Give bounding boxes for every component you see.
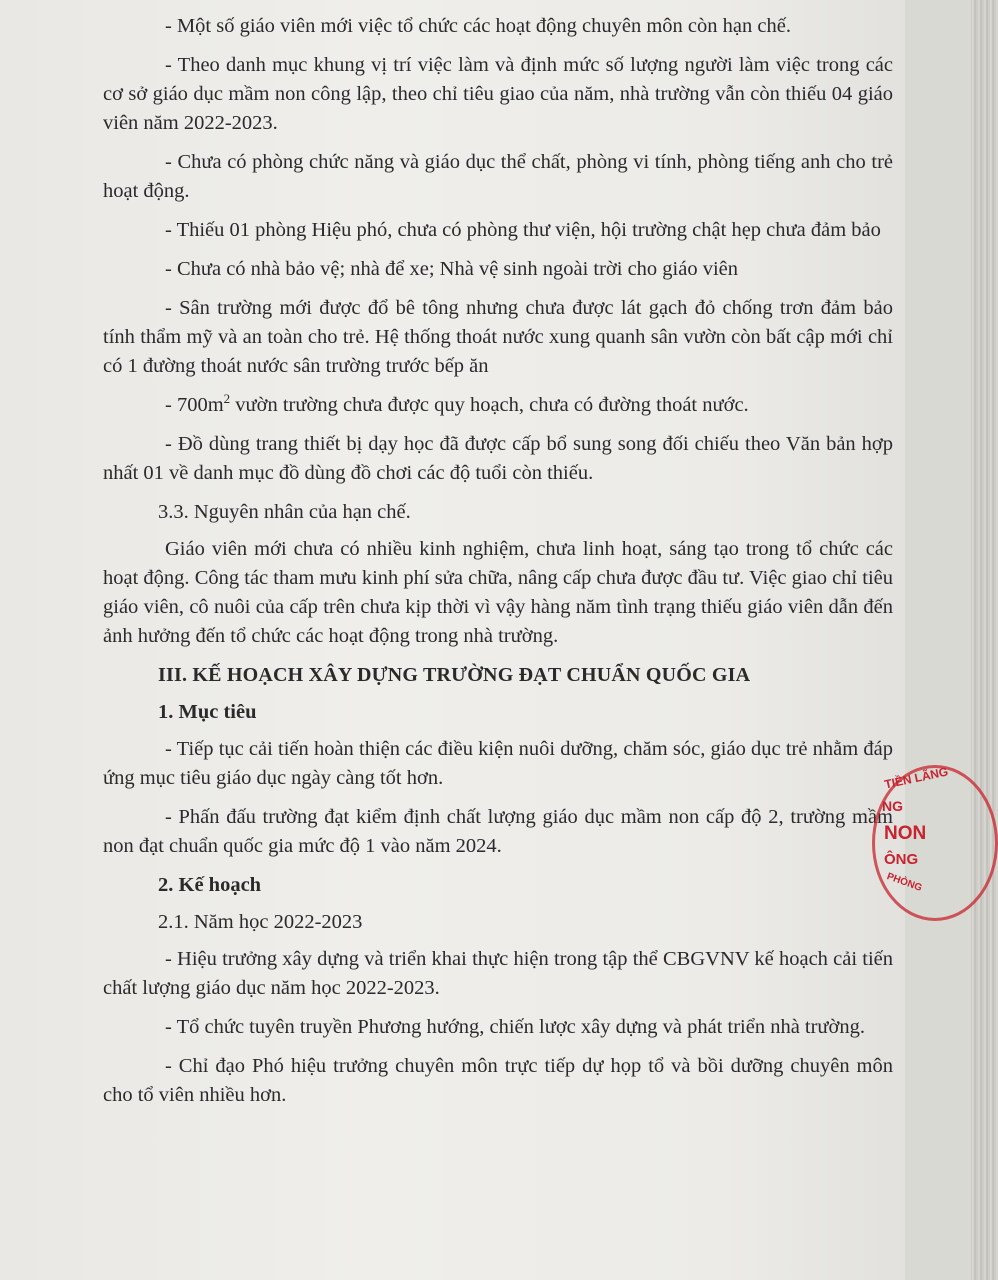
paragraph-vice-principal-direction: - Chỉ đạo Phó hiệu trưởng chuyên môn trực tiếp dự họp tổ và bồi dưỡng chuyên môn cho tổ viên nhiều hơn. [103,1055,893,1106]
garden-area-superscript: 2 [223,391,231,407]
paragraph-goal-accreditation: - Phấn đấu trường đạt kiểm định chất lượng giáo dục mầm non cấp độ 2, trường mầm non đạt chuẩn quốc gia mức độ 1 vào năm 2024. [103,806,893,857]
paragraph-missing-rooms: - Chưa có phòng chức năng và giáo dục thể chất, phòng vi tính, phòng tiếng anh cho trẻ hoạt động. [103,151,893,202]
stamp-text-line: ÔNG [884,851,919,868]
paragraph-causes: Giáo viên mới chưa có nhiều kinh nghiệm, chưa linh hoạt, sáng tạo trong tổ chức các hoạt động. Công tác tham mưu kinh phí sửa chữa, nâng cấp chưa được đầu tư. Việc giao chỉ tiêu giáo viên, cô nuôi của cấp trên chưa kịp thời vì vậy hàng năm tình trạng thiếu giáo viên dẫn đến ảnh hưởng đến tổ chức các hoạt động trong nhà trường. [103,538,893,647]
paragraph-staff-limitation: - Một số giáo viên mới việc tổ chức các hoạt động chuyên môn còn hạn chế. [165,15,791,37]
paragraph-equipment: - Đồ dùng trang thiết bị dạy học đã được cấp bổ sung song đối chiếu theo Văn bản hợp nhất 01 về danh mục đồ dùng đồ chơi các độ tuổi còn thiếu. [103,433,893,484]
heading-goals: 1. Mục tiêu [158,701,257,723]
paragraph-garden [103,391,893,420]
document-body [103,12,893,1120]
heading-plan: 2. Kế hoạch [158,874,262,896]
paragraph-vice-principal-room: - Thiếu 01 phòng Hiệu phó, chưa có phòng thư viện, hội trường chật hẹp chưa đảm bảo [165,219,881,241]
section-heading-plan: III. KẾ HOẠCH XÂY DỰNG TRƯỜNG ĐẠT CHUẨN QUỐC GIA [158,664,751,686]
paragraph-principal-plan: - Hiệu trưởng xây dựng và triển khai thực hiện trong tập thể CBGVNV kế hoạch cải tiến chất lượng giáo dục năm học 2022-2023. [103,948,893,999]
stamp-text-line: NG [882,798,903,814]
paragraph-guard-house: - Chưa có nhà bảo vệ; nhà để xe; Nhà vệ sinh ngoài trời cho giáo viên [165,258,739,280]
subheading-causes: 3.3. Nguyên nhân của hạn chế. [158,501,411,523]
paragraph-teacher-shortage: - Theo danh mục khung vị trí việc làm và định mức số lượng người làm việc trong các cơ sở giáo dục mầm non công lập, theo chỉ tiêu giao của năm, nhà trường vẫn còn thiếu 04 giáo viên năm 2022-2023. [103,54,893,134]
paragraph-schoolyard: - Sân trường mới được đổ bê tông nhưng chưa được lát gạch đỏ chống trơn đảm bảo tính thẩm mỹ và an toàn cho trẻ. Hệ thống thoát nước xung quanh sân vườn còn bất cập mới chỉ có 1 đường thoát nước sân trường trước bếp ăn [103,297,893,377]
stamp-text-line: PHÒNG [885,871,924,894]
paragraph-propaganda: - Tổ chức tuyên truyền Phương hướng, chiến lược xây dựng và phát triển nhà trường. [165,1016,866,1038]
stamp-text-line: TIỀN LÃNG [883,764,950,792]
subheading-school-year: 2.1. Năm học 2022-2023 [158,911,363,933]
page-stack-edge [971,0,998,1280]
garden-area-prefix: - 700m [165,394,224,416]
stamp-text-line: NON [884,823,927,844]
paragraph-goal-improve: - Tiếp tục cải tiến hoàn thiện các điều kiện nuôi dưỡng, chăm sóc, giáo dục trẻ nhằm đáp ứng mục tiêu giáo dục ngày càng tốt hơn. [103,738,893,789]
red-stamp [872,765,962,915]
garden-area-text: vườn trường chưa được quy hoạch, chưa có đường thoát nước. [230,394,749,416]
